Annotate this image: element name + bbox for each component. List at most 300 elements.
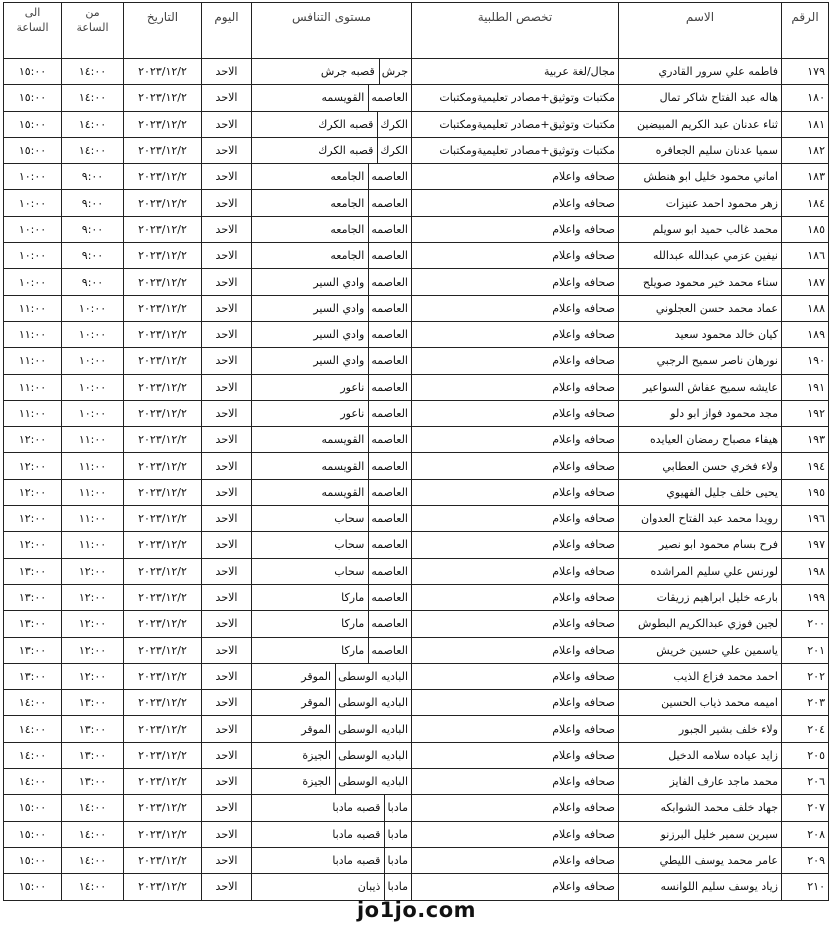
cell-level [252, 479, 412, 505]
cell-num: ١٩٧ [782, 532, 829, 558]
cell-from: ١٢:٠٠ [62, 637, 124, 663]
cell-date: ٢٠٢٣/١٢/٢ [124, 295, 202, 321]
cell-num: ١٩٨ [782, 558, 829, 584]
cell-specialty: صحافه واعلام [412, 795, 619, 821]
cell-num: ١٩٦ [782, 506, 829, 532]
table-row [4, 874, 829, 900]
cell-num: ١٨٦ [782, 243, 829, 269]
table-row [4, 190, 829, 216]
cell-level [252, 506, 412, 532]
table-row [4, 348, 829, 374]
cell-num: ٢٠٤ [782, 716, 829, 742]
table-row [4, 85, 829, 111]
level-directorate: الكرك [377, 112, 411, 137]
table-row [4, 611, 829, 637]
cell-level [252, 874, 412, 900]
cell-date: ٢٠٢٣/١٢/٢ [124, 137, 202, 163]
level-district: ماركا [341, 643, 365, 657]
cell-to: ١٥:٠٠ [4, 847, 62, 873]
cell-level [252, 742, 412, 768]
cell-level [252, 611, 412, 637]
cell-date: ٢٠٢٣/١٢/٢ [124, 584, 202, 610]
level-district: سحاب [334, 564, 365, 578]
level-district: وادي السير [313, 354, 365, 368]
table-row [4, 216, 829, 242]
cell-day: الاحد [202, 874, 252, 900]
level-directorate: العاصمه [368, 559, 411, 584]
table-row [4, 137, 829, 163]
cell-date: ٢٠٢٣/١٢/٢ [124, 243, 202, 269]
cell-day: الاحد [202, 506, 252, 532]
cell-name: ولاء فخري حسن العطابي [619, 453, 782, 479]
cell-day: الاحد [202, 164, 252, 190]
cell-to: ١٠:٠٠ [4, 216, 62, 242]
level-district: ناعور [340, 380, 365, 394]
cell-name: كيان خالد محمود سعيد [619, 321, 782, 347]
cell-num: ١٨٩ [782, 321, 829, 347]
table-row [4, 558, 829, 584]
level-directorate: العاصمه [368, 269, 411, 294]
cell-level [252, 59, 412, 85]
cell-num: ١٩٤ [782, 453, 829, 479]
cell-specialty: صحافه واعلام [412, 637, 619, 663]
cell-name: ولاء خلف بشير الجبور [619, 716, 782, 742]
cell-specialty: صحافه واعلام [412, 374, 619, 400]
table-row [4, 716, 829, 742]
level-district: وادي السير [313, 301, 365, 315]
cell-day: الاحد [202, 243, 252, 269]
cell-level [252, 164, 412, 190]
cell-name: فاطمه علي سرور القادري [619, 59, 782, 85]
cell-to: ١٤:٠٠ [4, 769, 62, 795]
cell-specialty: صحافه واعلام [412, 584, 619, 610]
table-row [4, 479, 829, 505]
level-district: قصبه مادبا [332, 827, 381, 841]
level-district: قصبه جرش [320, 65, 375, 79]
cell-to: ١٤:٠٠ [4, 742, 62, 768]
level-district: القويسمه [321, 91, 365, 105]
cell-specialty: صحافه واعلام [412, 321, 619, 347]
cell-from: ١٣:٠٠ [62, 742, 124, 768]
header-num: الرقم [782, 3, 829, 59]
cell-level [252, 374, 412, 400]
cell-specialty: صحافه واعلام [412, 427, 619, 453]
cell-level [252, 427, 412, 453]
cell-date: ٢٠٢٣/١٢/٢ [124, 59, 202, 85]
cell-name: زياد يوسف سليم اللوانسه [619, 874, 782, 900]
cell-date: ٢٠٢٣/١٢/٢ [124, 874, 202, 900]
level-directorate: العاصمه [368, 480, 411, 505]
level-district: ذيبان [357, 880, 381, 894]
cell-num: ١٨٤ [782, 190, 829, 216]
cell-day: الاحد [202, 532, 252, 558]
cell-date: ٢٠٢٣/١٢/٢ [124, 690, 202, 716]
cell-from: ١٢:٠٠ [62, 663, 124, 689]
level-directorate: العاصمه [368, 427, 411, 452]
table-row [4, 453, 829, 479]
level-directorate: العاصمه [368, 296, 411, 321]
level-directorate: العاصمه [368, 243, 411, 268]
level-directorate: جرش [379, 59, 411, 84]
cell-name: زايد عياده سلامه الدخيل [619, 742, 782, 768]
cell-from: ١٣:٠٠ [62, 769, 124, 795]
cell-name: نورهان ناصر سميح الرجبي [619, 348, 782, 374]
cell-from: ١٠:٠٠ [62, 348, 124, 374]
cell-to: ١١:٠٠ [4, 321, 62, 347]
cell-name: مجد محمود فواز ابو دلو [619, 400, 782, 426]
cell-num: ١٩٣ [782, 427, 829, 453]
cell-date: ٢٠٢٣/١٢/٢ [124, 427, 202, 453]
cell-day: الاحد [202, 348, 252, 374]
cell-num: ٢٠٥ [782, 742, 829, 768]
cell-name: سناء محمد خير محمود صويلح [619, 269, 782, 295]
table-row [4, 269, 829, 295]
cell-from: ١١:٠٠ [62, 453, 124, 479]
cell-date: ٢٠٢٣/١٢/٢ [124, 611, 202, 637]
level-directorate: العاصمه [368, 322, 411, 347]
header-specialty: تخصص الطلبية [412, 3, 619, 59]
cell-specialty: مكتبات وتوثيق+مصادر تعليميةومكتبات [412, 111, 619, 137]
cell-name: اميمه محمد ذياب الحسين [619, 690, 782, 716]
cell-name: ياسمين علي حسين خريش [619, 637, 782, 663]
cell-name: عامر محمد يوسف الليطي [619, 847, 782, 873]
level-district: الجيزة [302, 775, 332, 789]
table-body [4, 59, 829, 901]
cell-num: ١٨٨ [782, 295, 829, 321]
cell-date: ٢٠٢٣/١٢/٢ [124, 532, 202, 558]
cell-day: الاحد [202, 137, 252, 163]
level-district: قصبه مادبا [332, 801, 381, 815]
cell-from: ١٤:٠٠ [62, 85, 124, 111]
cell-date: ٢٠٢٣/١٢/٢ [124, 847, 202, 873]
cell-level [252, 111, 412, 137]
cell-num: ١٧٩ [782, 59, 829, 85]
cell-date: ٢٠٢٣/١٢/٢ [124, 769, 202, 795]
cell-to: ١١:٠٠ [4, 374, 62, 400]
cell-date: ٢٠٢٣/١٢/٢ [124, 269, 202, 295]
cell-level [252, 453, 412, 479]
level-directorate: العاصمه [368, 375, 411, 400]
cell-specialty: صحافه واعلام [412, 847, 619, 873]
level-directorate: الكرك [377, 138, 411, 163]
cell-num: ١٨٥ [782, 216, 829, 242]
cell-to: ١٥:٠٠ [4, 821, 62, 847]
cell-to: ١٢:٠٠ [4, 453, 62, 479]
header-to: الى الساعة [4, 3, 62, 59]
level-directorate: مادبا [384, 874, 411, 899]
cell-num: ١٨٢ [782, 137, 829, 163]
cell-specialty: صحافه واعلام [412, 742, 619, 768]
header-from: من الساعة [62, 3, 124, 59]
cell-name: نيفين عزمي عبدالله عبدالله [619, 243, 782, 269]
level-directorate: العاصمه [368, 85, 411, 110]
cell-day: الاحد [202, 558, 252, 584]
cell-specialty: صحافه واعلام [412, 190, 619, 216]
cell-day: الاحد [202, 769, 252, 795]
cell-name: زهر محمود احمد عنيزات [619, 190, 782, 216]
level-directorate: الباديه الوسطى [335, 664, 411, 689]
level-directorate: العاصمه [368, 217, 411, 242]
cell-from: ١٢:٠٠ [62, 584, 124, 610]
cell-to: ١٣:٠٠ [4, 637, 62, 663]
cell-from: ١٤:٠٠ [62, 59, 124, 85]
level-directorate: العاصمه [368, 164, 411, 189]
cell-to: ١٥:٠٠ [4, 85, 62, 111]
cell-from: ١٢:٠٠ [62, 558, 124, 584]
cell-level [252, 269, 412, 295]
cell-specialty: صحافه واعلام [412, 690, 619, 716]
header-date: التاريخ [124, 3, 202, 59]
table-row [4, 821, 829, 847]
cell-level [252, 400, 412, 426]
cell-to: ١٢:٠٠ [4, 506, 62, 532]
cell-to: ١٣:٠٠ [4, 584, 62, 610]
cell-to: ١١:٠٠ [4, 400, 62, 426]
cell-name: محمد غالب حميد ابو سويلم [619, 216, 782, 242]
cell-specialty: صحافه واعلام [412, 874, 619, 900]
level-district: الموقر [301, 669, 332, 683]
cell-specialty: صحافه واعلام [412, 821, 619, 847]
table-row [4, 637, 829, 663]
table-row [4, 295, 829, 321]
level-district: سحاب [334, 512, 365, 526]
cell-level [252, 821, 412, 847]
cell-date: ٢٠٢٣/١٢/٢ [124, 164, 202, 190]
level-district: الجيزة [302, 748, 332, 762]
level-district: الجامعه [330, 170, 365, 184]
cell-to: ١٢:٠٠ [4, 532, 62, 558]
level-directorate: الباديه الوسطى [335, 716, 411, 741]
cell-from: ١٤:٠٠ [62, 874, 124, 900]
cell-to: ١١:٠٠ [4, 348, 62, 374]
cell-date: ٢٠٢٣/١٢/٢ [124, 400, 202, 426]
cell-from: ١١:٠٠ [62, 427, 124, 453]
cell-level [252, 795, 412, 821]
cell-specialty: صحافه واعلام [412, 532, 619, 558]
cell-name: ثناء عدنان عبد الكريم المبيضين [619, 111, 782, 137]
cell-level [252, 190, 412, 216]
cell-from: ١٤:٠٠ [62, 847, 124, 873]
cell-to: ١٣:٠٠ [4, 663, 62, 689]
level-directorate: العاصمه [368, 585, 411, 610]
cell-specialty: مجال/لغة عربية [412, 59, 619, 85]
cell-level [252, 321, 412, 347]
table-row [4, 663, 829, 689]
cell-day: الاحد [202, 690, 252, 716]
level-directorate: الباديه الوسطى [335, 769, 411, 794]
cell-specialty: صحافه واعلام [412, 216, 619, 242]
level-directorate: العاصمه [368, 532, 411, 557]
cell-from: ١١:٠٠ [62, 479, 124, 505]
cell-day: الاحد [202, 321, 252, 347]
cell-day: الاحد [202, 795, 252, 821]
cell-to: ١٢:٠٠ [4, 479, 62, 505]
cell-level [252, 663, 412, 689]
cell-name: بارعه خليل ابراهيم زريقات [619, 584, 782, 610]
level-district: قصبه الكرك [318, 117, 374, 131]
cell-day: الاحد [202, 821, 252, 847]
cell-from: ١٤:٠٠ [62, 795, 124, 821]
cell-to: ١٠:٠٠ [4, 269, 62, 295]
header-day: اليوم [202, 3, 252, 59]
cell-day: الاحد [202, 584, 252, 610]
cell-date: ٢٠٢٣/١٢/٢ [124, 190, 202, 216]
cell-date: ٢٠٢٣/١٢/٢ [124, 558, 202, 584]
cell-num: ١٨٧ [782, 269, 829, 295]
cell-specialty: صحافه واعلام [412, 611, 619, 637]
level-district: قصبه الكرك [318, 144, 374, 158]
cell-day: الاحد [202, 85, 252, 111]
cell-day: الاحد [202, 611, 252, 637]
level-district: ناعور [340, 407, 365, 420]
table-row [4, 506, 829, 532]
cell-level [252, 137, 412, 163]
cell-level [252, 558, 412, 584]
cell-specialty: صحافه واعلام [412, 348, 619, 374]
cell-day: الاحد [202, 111, 252, 137]
cell-level [252, 243, 412, 269]
level-directorate: الباديه الوسطى [335, 743, 411, 768]
cell-specialty: صحافه واعلام [412, 716, 619, 742]
cell-from: ١٠:٠٠ [62, 374, 124, 400]
cell-num: ١٩٥ [782, 479, 829, 505]
table-row [4, 374, 829, 400]
cell-from: ٩:٠٠ [62, 190, 124, 216]
cell-day: الاحد [202, 479, 252, 505]
cell-name: هيفاء مصباح رمضان العيايده [619, 427, 782, 453]
table-row [4, 164, 829, 190]
header-name: الاسم [619, 3, 782, 59]
cell-date: ٢٠٢٣/١٢/٢ [124, 348, 202, 374]
cell-date: ٢٠٢٣/١٢/٢ [124, 637, 202, 663]
cell-name: سيرين سمير خليل البرزنو [619, 821, 782, 847]
cell-from: ١٤:٠٠ [62, 137, 124, 163]
cell-from: ١٠:٠٠ [62, 321, 124, 347]
cell-from: ١١:٠٠ [62, 532, 124, 558]
cell-date: ٢٠٢٣/١٢/٢ [124, 663, 202, 689]
cell-date: ٢٠٢٣/١٢/٢ [124, 479, 202, 505]
cell-name: محمد ماجد عارف الفايز [619, 769, 782, 795]
cell-level [252, 584, 412, 610]
cell-to: ١٣:٠٠ [4, 558, 62, 584]
table-row [4, 847, 829, 873]
cell-from: ٩:٠٠ [62, 243, 124, 269]
level-directorate: العاصمه [368, 506, 411, 531]
table-row [4, 742, 829, 768]
cell-day: الاحد [202, 190, 252, 216]
cell-date: ٢٠٢٣/١٢/٢ [124, 85, 202, 111]
level-directorate: العاصمه [368, 401, 411, 426]
cell-day: الاحد [202, 295, 252, 321]
cell-from: ١٤:٠٠ [62, 821, 124, 847]
cell-specialty: صحافه واعلام [412, 243, 619, 269]
cell-from: ٩:٠٠ [62, 164, 124, 190]
level-district: سحاب [334, 538, 365, 552]
schedule-table [3, 2, 829, 901]
cell-name: لجين فوزي عبدالكريم البطوش [619, 611, 782, 637]
level-directorate: العاصمه [368, 190, 411, 215]
cell-level [252, 769, 412, 795]
level-directorate: مادبا [384, 822, 411, 847]
site-watermark: jo1jo.com [356, 898, 477, 922]
level-district: وادي السير [313, 328, 365, 342]
cell-date: ٢٠٢٣/١٢/٢ [124, 216, 202, 242]
cell-level [252, 847, 412, 873]
level-district: ماركا [341, 591, 365, 605]
cell-specialty: صحافه واعلام [412, 558, 619, 584]
cell-from: ١٠:٠٠ [62, 295, 124, 321]
cell-level [252, 716, 412, 742]
cell-date: ٢٠٢٣/١٢/٢ [124, 111, 202, 137]
cell-day: الاحد [202, 663, 252, 689]
cell-level [252, 348, 412, 374]
cell-to: ١٢:٠٠ [4, 427, 62, 453]
cell-name: عماد محمد حسن العجلوني [619, 295, 782, 321]
cell-num: ٢٠١ [782, 637, 829, 663]
cell-num: ٢٠٧ [782, 795, 829, 821]
table-row [4, 584, 829, 610]
cell-level [252, 295, 412, 321]
level-district: القويسمه [321, 485, 365, 499]
cell-to: ١٠:٠٠ [4, 243, 62, 269]
cell-date: ٢٠٢٣/١٢/٢ [124, 374, 202, 400]
cell-to: ١٣:٠٠ [4, 611, 62, 637]
cell-level [252, 85, 412, 111]
level-district: القويسمه [321, 433, 365, 447]
cell-to: ١٥:٠٠ [4, 137, 62, 163]
cell-level [252, 532, 412, 558]
cell-to: ١٥:٠٠ [4, 795, 62, 821]
cell-to: ١٠:٠٠ [4, 164, 62, 190]
cell-from: ١٣:٠٠ [62, 690, 124, 716]
cell-specialty: صحافه واعلام [412, 506, 619, 532]
cell-to: ١١:٠٠ [4, 295, 62, 321]
table-row [4, 111, 829, 137]
cell-from: ١٤:٠٠ [62, 111, 124, 137]
cell-to: ١٤:٠٠ [4, 716, 62, 742]
table-row [4, 690, 829, 716]
cell-day: الاحد [202, 427, 252, 453]
cell-name: اماني محمود خليل ابو هنطش [619, 164, 782, 190]
cell-num: ٢٠٠ [782, 611, 829, 637]
cell-num: ٢٠٦ [782, 769, 829, 795]
cell-num: ١٨١ [782, 111, 829, 137]
cell-level [252, 637, 412, 663]
cell-num: ٢٠٨ [782, 821, 829, 847]
cell-day: الاحد [202, 453, 252, 479]
cell-num: ١٩١ [782, 374, 829, 400]
cell-specialty: صحافه واعلام [412, 479, 619, 505]
cell-day: الاحد [202, 59, 252, 85]
cell-specialty: صحافه واعلام [412, 295, 619, 321]
cell-name: هاله عبد الفتاح شاكر تمال [619, 85, 782, 111]
table-row [4, 59, 829, 85]
cell-specialty: صحافه واعلام [412, 453, 619, 479]
cell-name: عايشه سميح عفاش السواعير [619, 374, 782, 400]
level-district: القويسمه [321, 459, 365, 473]
cell-level [252, 690, 412, 716]
level-directorate: مادبا [384, 848, 411, 873]
cell-level [252, 216, 412, 242]
cell-date: ٢٠٢٣/١٢/٢ [124, 821, 202, 847]
cell-date: ٢٠٢٣/١٢/٢ [124, 506, 202, 532]
level-directorate: العاصمه [368, 453, 411, 478]
header-level: مستوى التنافس [252, 3, 412, 59]
cell-to: ١٥:٠٠ [4, 874, 62, 900]
level-district: الجامعه [330, 196, 365, 210]
cell-day: الاحد [202, 374, 252, 400]
cell-day: الاحد [202, 400, 252, 426]
